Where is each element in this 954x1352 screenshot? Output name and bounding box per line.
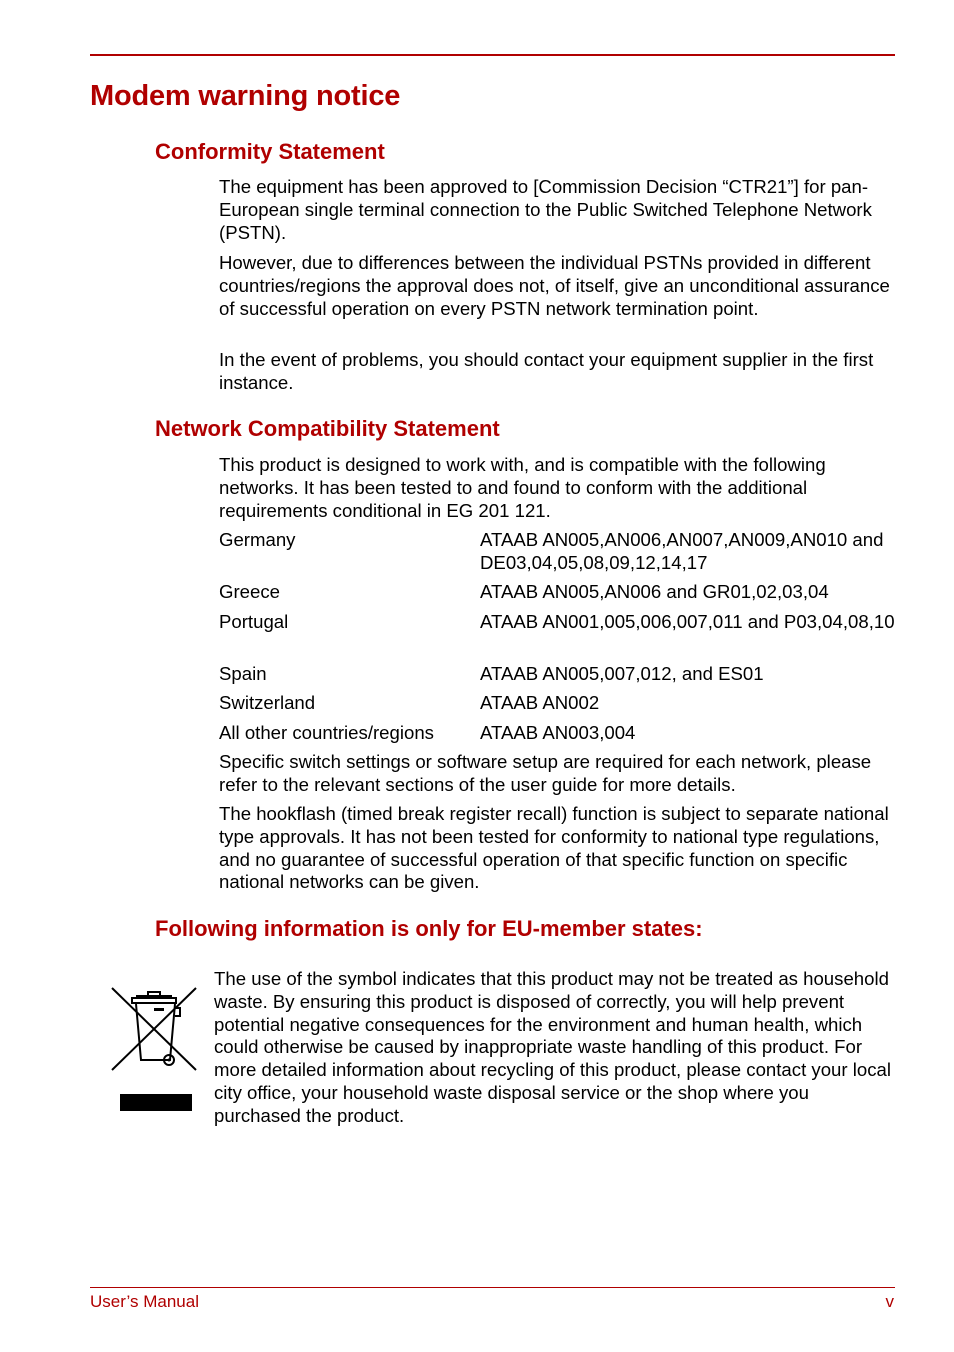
conformity-paragraph-3: In the event of problems, you should contact your equipment supplier in the first instance. xyxy=(219,349,874,393)
page-title: Modem warning notice xyxy=(90,80,401,112)
network-after-paragraph-2: The hookflash (timed break register recall) function is subject to separate national type approvals. It has not been tested for conformity to national type regulations, and no guarantee of successful operation of that specific function on specific national networks can be given. xyxy=(219,803,889,893)
country-cell: Switzerland xyxy=(219,692,316,713)
approval-cell: ATAAB AN001,005,006,007,011 and P03,04,08,10 xyxy=(480,611,895,632)
eu-heading: Following information is only for EU-member states: xyxy=(155,916,703,941)
page-number: v xyxy=(885,1292,894,1311)
approval-cell: ATAAB AN005,AN006,AN007,AN009,AN010 and DE03,04,05,08,09,12,14,17 xyxy=(480,529,884,573)
approval-cell: ATAAB AN005,AN006 and GR01,02,03,04 xyxy=(480,581,829,602)
country-cell: Portugal xyxy=(219,611,289,632)
approval-cell: ATAAB AN005,007,012, and ES01 xyxy=(480,663,764,684)
header-rule xyxy=(90,54,895,56)
conformity-heading: Conformity Statement xyxy=(155,139,385,164)
country-cell: Germany xyxy=(219,529,296,550)
crossed-out-wheelie-bin-icon xyxy=(108,984,200,1114)
network-after-paragraph-1: Specific switch settings or software setup are required for each network, please refer to the relevant sections of the user guide for more details. xyxy=(219,751,872,795)
country-cell: All other countries/regions xyxy=(219,722,434,743)
approval-cell: ATAAB AN003,004 xyxy=(480,722,636,743)
country-cell: Greece xyxy=(219,581,280,602)
network-intro: This product is designed to work with, and is compatible with the following networks. It has been tested to and found to conform with the additional requirements conditional in EG 201 121. xyxy=(219,454,826,521)
approval-cell: ATAAB AN002 xyxy=(480,692,600,713)
network-heading: Network Compatibility Statement xyxy=(155,416,500,441)
footer-manual-title: User’s Manual xyxy=(90,1292,199,1311)
country-cell: Spain xyxy=(219,663,267,684)
footer-rule xyxy=(90,1287,895,1288)
conformity-paragraph-2: However, due to differences between the individual PSTNs provided in different countries/regions the approval does not, of itself, give an unconditional assurance of successful operation on every PSTN network termination point. xyxy=(219,252,890,319)
eu-disposal-text: The use of the symbol indicates that this product may not be treated as household waste. By ensuring this product is disposed of correctly, you will help prevent potential negative consequences for the environment and human health, which could otherwise be caused by inappropriate waste handling of this product. For more detailed information about recycling of this product, please contact your local city office, your household waste disposal service or the shop where you purchased the product. xyxy=(214,968,891,1126)
conformity-paragraph-1: The equipment has been approved to [Commission Decision “CTR21”] for pan-European single terminal connection to the Public Switched Telephone Network (PSTN). xyxy=(219,176,872,243)
